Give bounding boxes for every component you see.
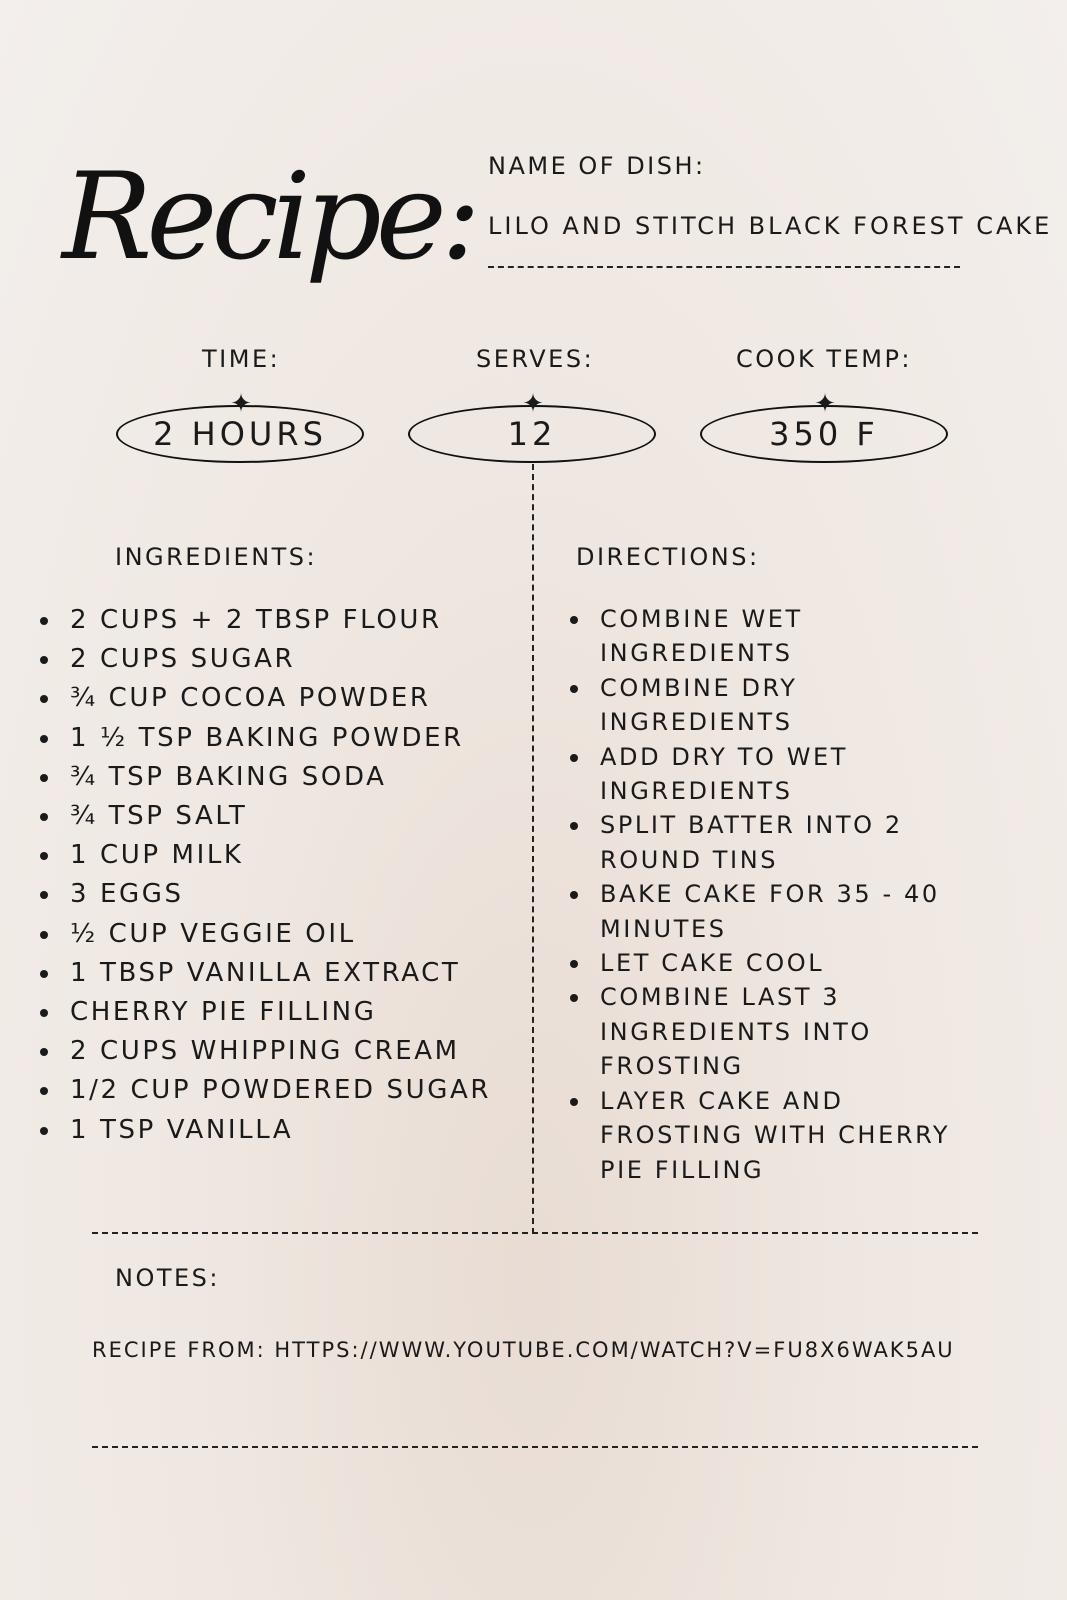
ingredient-item: 2 CUPS WHIPPING CREAM — [38, 1032, 491, 1071]
dish-name-underline — [488, 266, 960, 268]
ingredient-item: ¾ TSP SALT — [38, 797, 491, 836]
direction-step: BAKE CAKE FOR 35 - 40 MINUTES — [568, 877, 968, 946]
direction-step: LET CAKE COOL — [568, 946, 968, 980]
time-value: 2 HOURS — [153, 415, 327, 453]
serves-label: SERVES: — [476, 345, 595, 373]
direction-step: COMBINE LAST 3 INGREDIENTS INTO FROSTING — [568, 980, 968, 1083]
ingredient-item: 1/2 CUP POWDERED SUGAR — [38, 1071, 491, 1110]
four-point-star-icon: ✦ — [522, 389, 544, 419]
direction-step: SPLIT BATTER INTO 2 ROUND TINS — [568, 808, 968, 877]
directions-list — [568, 602, 968, 1187]
ingredient-item: 3 EGGS — [38, 875, 491, 914]
ingredient-item: ½ CUP VEGGIE OIL — [38, 915, 491, 954]
ingredient-item: ¾ CUP COCOA POWDER — [38, 679, 491, 718]
column-divider — [532, 464, 534, 1234]
name-of-dish-label: NAME OF DISH: — [488, 152, 706, 180]
time-label: TIME: — [202, 345, 281, 373]
ingredients-list — [38, 601, 491, 1150]
ingredient-item: 2 CUPS + 2 TBSP FLOUR — [38, 601, 491, 640]
ingredient-item: 1 ½ TSP BAKING POWDER — [38, 719, 491, 758]
ingredient-item: 1 TBSP VANILLA EXTRACT — [38, 954, 491, 993]
ingredient-item: 2 CUPS SUGAR — [38, 640, 491, 679]
ingredient-item: CHERRY PIE FILLING — [38, 993, 491, 1032]
recipe-source-text: RECIPE FROM: HTTPS://WWW.YOUTUBE.COM/WATCH?V=FU8X6WAK5AU — [92, 1338, 955, 1362]
directions-heading: DIRECTIONS: — [576, 543, 760, 571]
direction-step: ADD DRY TO WET INGREDIENTS — [568, 740, 968, 809]
notes-heading: NOTES: — [115, 1264, 220, 1292]
cook-temp-label: COOK TEMP: — [736, 345, 912, 373]
cook-temp-value: 350 F — [769, 415, 879, 453]
four-point-star-icon: ✦ — [814, 389, 836, 419]
notes-top-divider — [92, 1232, 978, 1234]
ingredient-item: ¾ TSP BAKING SODA — [38, 758, 491, 797]
recipe-script-title: Recipe: — [62, 148, 476, 287]
notes-bottom-divider — [92, 1446, 978, 1448]
ingredients-heading: INGREDIENTS: — [115, 543, 318, 571]
direction-step: COMBINE DRY INGREDIENTS — [568, 671, 968, 740]
serves-value: 12 — [507, 415, 557, 453]
ingredient-item: 1 CUP MILK — [38, 836, 491, 875]
dish-name: LILO AND STITCH BLACK FOREST CAKE — [488, 212, 1053, 240]
ingredient-item: 1 TSP VANILLA — [38, 1111, 491, 1150]
direction-step: LAYER CAKE AND FROSTING WITH CHERRY PIE FILLING — [568, 1084, 968, 1187]
direction-step: COMBINE WET INGREDIENTS — [568, 602, 968, 671]
four-point-star-icon: ✦ — [230, 389, 252, 419]
